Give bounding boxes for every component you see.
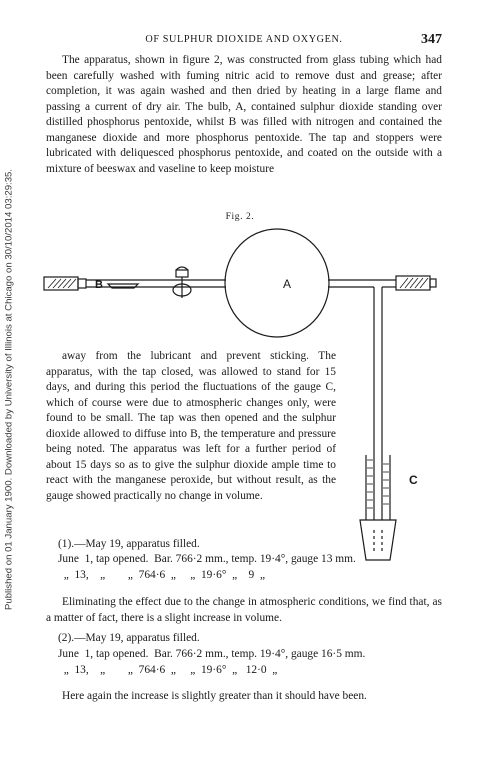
- exp2-heading: (2).—May 19, apparatus filled.: [58, 632, 200, 644]
- exp2-row2: „ 13, „ „ 764·6 „ „ 19·6° „ 12·0 „: [58, 664, 278, 676]
- paragraph-procedure: away from the lubricant and prevent sticking. The apparatus, with the tap closed, was allowed to stand for 15 days, and during this period the fluctuations of the gauge C, which of course were due to atmospheric changes only, were found to be small. The tap was then opened and the sulphur dioxide allowed to diffuse into B, the temperature and pressure being noted. The apparatus was left for a further period of about 15 days so as to give the sulphur dioxide ample time to react with the manganese peroxide, but without result, as the gauge showed practically no change in volume.: [46, 350, 336, 502]
- exp2-row1: June 1, tap opened. Bar. 766·2 mm., temp. 19·4°, gauge 16·5 mm.: [58, 648, 366, 660]
- bulb-a: [225, 229, 329, 337]
- gauge-reservoir: [360, 520, 396, 560]
- exp1-row2: „ 13, „ „ 764·6 „ „ 19·6° „ 9 „: [58, 569, 266, 581]
- paragraph-apparatus: The apparatus, shown in figure 2, was constructed from glass tubing which had been carefully washed with fuming nitric acid to remove dust and grease; after completion, it was again washed and then dried by heating in a large flame and passing a current of dry air. The bulb, A, contained sulphur dioxide standing over distilled phosphorus pentoxide, whilst B was filled with nitrogen and contained the manganese dioxide and more phosphorus pentoxide. The tap and stoppers were lubricated with deliquesced phosphorus pentoxide, and coated on the outside with a mixture of beeswax and vaseline to keep moisture: [46, 54, 442, 175]
- figure-caption: Fig. 2.: [225, 212, 255, 222]
- download-watermark-text: Published on 01 January 1900. Downloaded by University of Illinois at Chicago on 30/10/2014 03:29:35.: [3, 168, 15, 611]
- exp1-row1: June 1, tap opened. Bar. 766·2 mm., temp. 19·4°, gauge 13 mm.: [58, 553, 356, 565]
- label-b: B: [95, 279, 103, 291]
- label-c: C: [409, 473, 418, 487]
- label-a: A: [283, 277, 292, 291]
- left-stopper: [44, 277, 78, 290]
- paragraph-conclusion: Here again the increase is slightly greater than it should have been.: [62, 690, 367, 702]
- paragraph-elimination: Eliminating the effect due to the change in atmospheric conditions, we find that, as a matter of fact, there is a slight increase in volume.: [46, 596, 442, 624]
- exp1-heading: (1).—May 19, apparatus filled.: [58, 538, 200, 550]
- page-number: 347: [421, 32, 442, 47]
- running-title: OF SULPHUR DIOXIDE AND OXYGEN.: [145, 34, 343, 45]
- tap: [176, 270, 188, 277]
